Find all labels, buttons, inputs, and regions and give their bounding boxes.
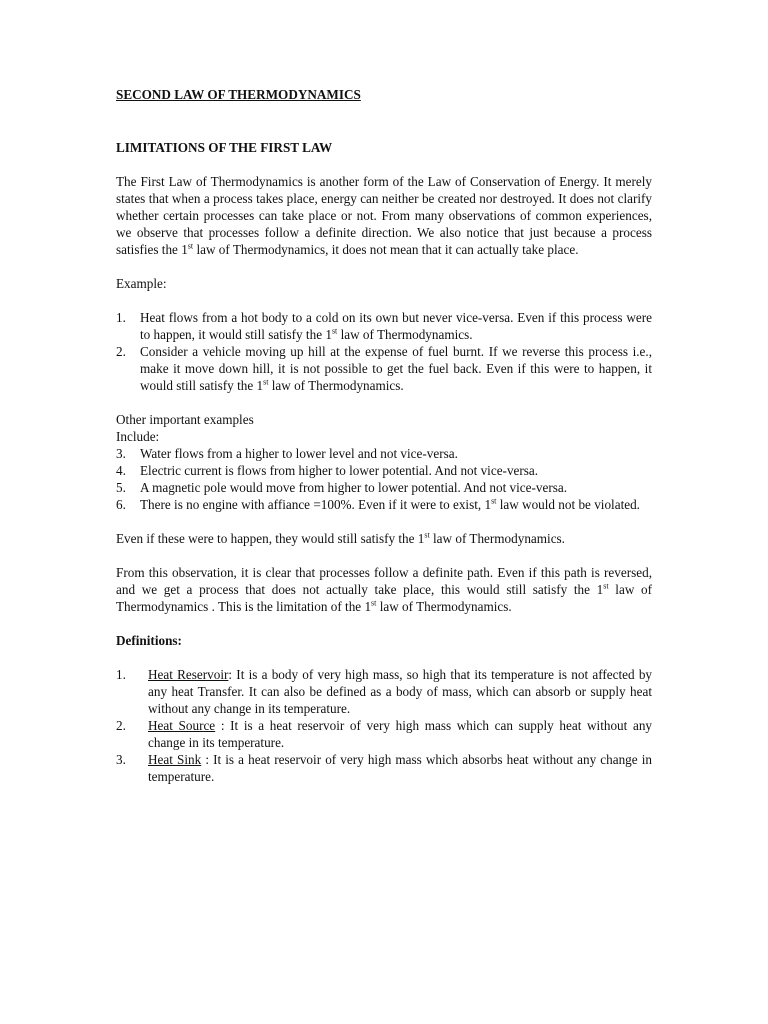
even-if-text-b: law of Thermodynamics. xyxy=(429,531,565,546)
list-number: 3. xyxy=(116,752,126,767)
list-item-example-4 xyxy=(116,462,652,479)
definitions-heading: Definitions: xyxy=(116,633,182,648)
example-sup: st xyxy=(491,496,497,506)
observation-paragraph xyxy=(116,564,652,615)
definition-term: Heat Reservoir xyxy=(148,667,229,682)
example-text: Electric current is flows from higher to lower potential. And not vice-versa. xyxy=(140,463,539,478)
example-label: Example: xyxy=(116,276,167,291)
example-sup: st xyxy=(263,377,269,387)
list-number: 4. xyxy=(116,463,126,478)
list-number: 2. xyxy=(116,718,126,733)
definition-heat-reservoir xyxy=(116,666,652,717)
other-examples-label: Other important examples xyxy=(116,412,254,427)
spacer xyxy=(116,103,652,139)
example-sup: st xyxy=(331,326,338,336)
example-text-a: Heat flows from a hot body to a cold on its own but never vice-versa. Even if this process were to happen, it would still satisfy the 1 xyxy=(140,310,652,342)
list-number: 3. xyxy=(116,446,126,461)
observation-sup-1: st xyxy=(603,581,609,591)
definition-term: Heat Sink xyxy=(148,752,202,767)
list-item-example-6 xyxy=(116,496,652,513)
section-heading-limitations: LIMITATIONS OF THE FIRST LAW xyxy=(116,140,333,155)
spacer xyxy=(116,547,652,564)
list-number: 2. xyxy=(116,344,126,359)
even-if-sup: st xyxy=(424,530,430,540)
spacer xyxy=(116,258,652,275)
document-title: SECOND LAW OF THERMODYNAMICS xyxy=(116,87,361,102)
include-label: Include: xyxy=(116,429,160,444)
spacer xyxy=(116,615,652,632)
definition-text: : It is a body of very high mass, so high that its temperature is not affected by any heat Transfer. It can also be defined as a body of mass, which can absorb or supply heat without any change in its temperature. xyxy=(148,667,653,716)
definition-text: : It is a heat reservoir of very high mass which absorbs heat without any change in temperature. xyxy=(148,752,652,784)
even-if-paragraph xyxy=(116,530,652,547)
observation-text-a: From this observation, it is clear that processes follow a definite path. Even if this path is reversed, and we get a process that does not actually take place, this would still satisfy the 1 xyxy=(116,565,652,597)
observation-text-c: law of Thermodynamics. xyxy=(376,599,512,614)
list-item-example-3 xyxy=(116,445,652,462)
example-text-a: Consider a vehicle moving up hill at the expense of fuel burnt. If we reverse this process i.e., make it move down hill, it is not possible to get the fuel back. Even if this were to happen, it would still satisfy the 1 xyxy=(140,344,652,393)
intro-text-b: law of Thermodynamics, it does not mean that it can actually take place. xyxy=(193,242,579,257)
list-item-example-2 xyxy=(116,343,652,394)
spacer xyxy=(116,156,652,173)
spacer xyxy=(116,513,652,530)
list-number: 1. xyxy=(116,667,126,682)
spacer xyxy=(116,292,652,309)
intro-sup: st xyxy=(187,241,194,251)
even-if-text-a: Even if these were to happen, they would still satisfy the 1 xyxy=(116,531,425,546)
example-text: Water flows from a higher to lower level and not vice-versa. xyxy=(140,446,458,461)
examples-list xyxy=(116,309,652,394)
example-text: A magnetic pole would move from higher to lower potential. And not vice-versa. xyxy=(140,480,568,495)
list-item-example-5 xyxy=(116,479,652,496)
example-text-b: law of Thermodynamics. xyxy=(268,378,404,393)
definitions-list xyxy=(116,666,652,785)
intro-text-a: The First Law of Thermodynamics is another form of the Law of Conservation of Energy. It merely states that when a process takes place, energy can neither be created nor destroyed. It does not clarify whether certain processes can take place or not. From many observations of common experiences, we observe that processes follow a definite direction. We also notice that just because a process satisfies the 1 xyxy=(116,174,652,257)
list-number: 6. xyxy=(116,497,126,512)
list-number: 5. xyxy=(116,480,126,495)
intro-paragraph xyxy=(116,173,652,258)
definition-text: : It is a heat reservoir of very high mass which can supply heat without any change in its temperature. xyxy=(148,718,653,750)
other-examples-list xyxy=(116,445,652,513)
example-text-b: law would not be violated. xyxy=(496,497,640,512)
observation-text-b: law of Thermodynamics . This is the limitation of the 1 xyxy=(116,582,652,614)
list-number: 1. xyxy=(116,310,126,325)
definition-heat-sink xyxy=(116,751,652,785)
definition-term: Heat Source xyxy=(148,718,216,733)
spacer xyxy=(116,649,652,666)
list-item-example-1 xyxy=(116,309,652,343)
definition-heat-source xyxy=(116,717,652,751)
example-text-a: There is no engine with affiance =100%. Even if it were to exist, 1 xyxy=(140,497,492,512)
spacer xyxy=(116,394,652,411)
example-text-b: law of Thermodynamics. xyxy=(337,327,473,342)
observation-sup-2: st xyxy=(371,598,377,608)
